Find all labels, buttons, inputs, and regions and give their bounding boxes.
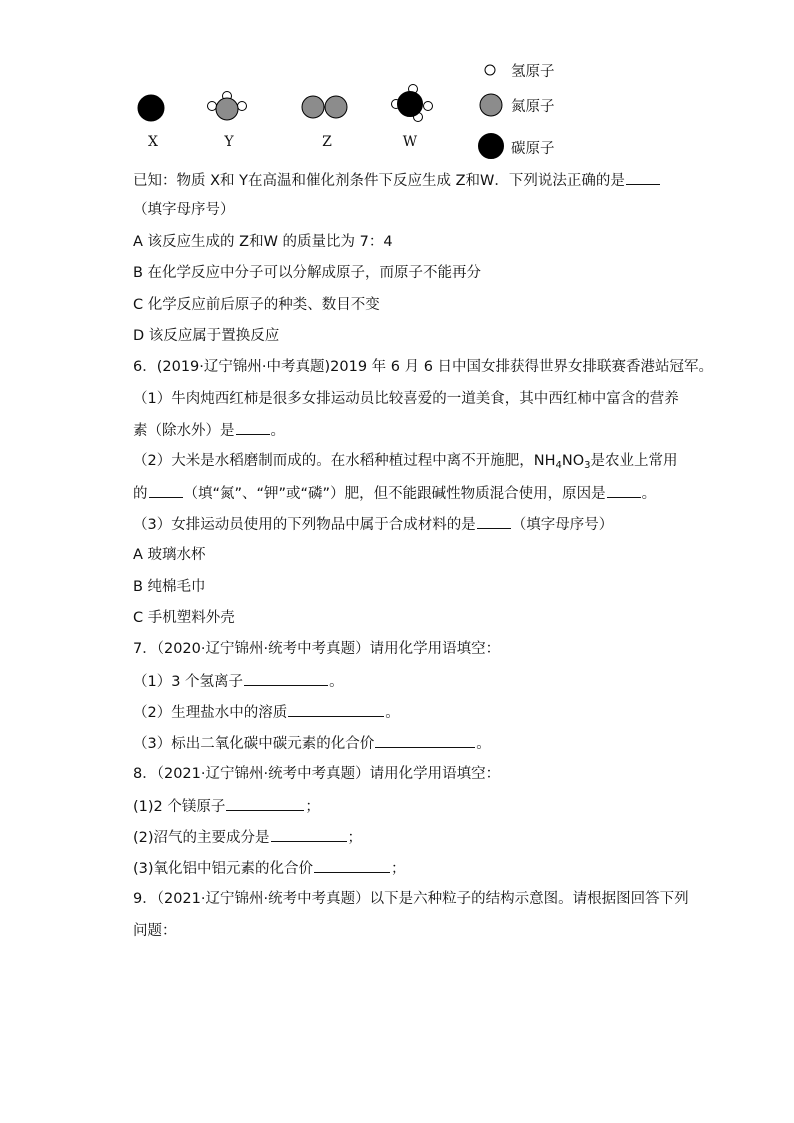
q6-part2-lead: 的 (133, 486, 148, 502)
q8-title: 8．（2021·辽宁锦州·统考中考真题）请用化学用语填空： (133, 766, 501, 782)
q7-item1-text: （1）3 个氢离子 (133, 674, 244, 690)
q9-title-continued: 问题： (133, 923, 177, 939)
q7-title: 7．（2020·辽宁锦州·统考中考真题）请用化学用语填空： (133, 641, 501, 657)
legend-nitrogen-label: 氮原子 (511, 99, 555, 115)
legend-hydrogen-label: 氢原子 (511, 64, 555, 80)
q6-part1-blank[interactable] (236, 420, 270, 435)
q6-part2-text: （2）大米是水稻磨制而成的。在水稻种植过程中离不开施肥，NH (133, 453, 556, 469)
q6-part2-sub1: 4 (555, 460, 562, 471)
q7-item2-end: 。 (385, 705, 400, 721)
q8-item2-blank[interactable] (271, 827, 347, 842)
q6-title: 6．(2019·辽宁锦州·中考真题)2019 年 6 月 6 日中国女排获得世界女排联赛香港站冠军。 (133, 359, 714, 375)
q6-part3 (133, 514, 613, 535)
q6-part3-end: （填字母序号） (511, 517, 614, 533)
q6-part1-end: 。 (270, 423, 285, 439)
q6-part1-line1: （1）牛肉炖西红柿是很多女排运动员比较喜爱的一道美食，其中西红柿中富含的营养 (133, 391, 679, 407)
q6-option-c: C 手机塑料外壳 (133, 610, 235, 626)
q6-part2-blank1[interactable] (149, 483, 183, 498)
q5-option-d: D 该反应属于置换反应 (133, 328, 280, 344)
q7-item1-blank[interactable] (244, 671, 328, 686)
q7-item1 (133, 671, 344, 692)
q8-item3-blank[interactable] (314, 858, 390, 873)
q6-option-b: B 纯棉毛巾 (133, 579, 206, 595)
q6-part2-blank2[interactable] (607, 483, 641, 498)
q8-item1-text: (1)2 个镁原子 (133, 799, 226, 815)
q5-option-a: A 该反应生成的 Z和W 的质量比为 7：4 (133, 234, 393, 250)
q8-item2-end: ； (347, 830, 363, 846)
molecule-label-z: Z (322, 134, 332, 150)
q6-part3-blank[interactable] (477, 514, 511, 529)
q8-item3-text: (3)氧化铝中铝元素的化合价 (133, 861, 314, 877)
q6-part2-end: 。 (641, 486, 657, 502)
q5-stem (133, 170, 661, 191)
q5-answer-blank[interactable] (626, 170, 660, 185)
q6-part1-text: 素（除水外）是 (133, 423, 235, 439)
q7-item3-blank[interactable] (375, 733, 475, 748)
q6-part2-tail: 是农业上常用 (590, 453, 678, 469)
q6-part2-formula: NO (561, 453, 585, 469)
q5-option-b: B 在化学反应中分子可以分解成原子，而原子不能再分 (133, 265, 482, 281)
legend-carbon-symbol (479, 134, 504, 159)
molecule-label-w: W (402, 134, 418, 150)
q8-item3-end: ； (391, 861, 406, 877)
legend-nitrogen-symbol (480, 94, 502, 116)
q8-item3 (133, 858, 406, 879)
q7-item3-end: 。 (476, 736, 491, 752)
molecule-label-x: X (148, 134, 158, 150)
q7-item2 (133, 702, 400, 723)
q5-stem-text: 已知：物质 X和 Y在高温和催化剂条件下反应生成 Z和W．下列说法正确的是 (133, 173, 625, 189)
q6-option-a: A 玻璃水杯 (133, 547, 206, 563)
q5-stem-hint: （填字母序号） (133, 202, 235, 218)
q6-part2-line2 (133, 483, 656, 504)
legend-hydrogen-symbol (485, 65, 495, 75)
molecule-label-y: Y (224, 134, 234, 150)
q9-title: 9．（2021·辽宁锦州·统考中考真题）以下是六种粒子的结构示意图。请根据图回答下列 (133, 891, 689, 907)
molecule-w (392, 85, 433, 122)
q8-item2 (133, 827, 362, 848)
q6-part2-sub2: 3 (584, 460, 591, 471)
q8-item1-blank[interactable] (226, 796, 304, 811)
q7-item2-text: （2）生理盐水中的溶质 (133, 705, 288, 721)
q8-item1-end: ； (305, 799, 320, 815)
q6-part2-body: （填“氮”、“钾”或“磷”）肥，但不能跟碱性物质混合使用，原因是 (183, 486, 606, 502)
q7-item3-text: （3）标出二氧化碳中碳元素的化合价 (133, 736, 375, 752)
molecule-y (208, 92, 247, 121)
q6-part3-text: （3）女排运动员使用的下列物品中属于合成材料的是 (133, 517, 476, 533)
q8-item2-text: (2)沼气的主要成分是 (133, 830, 270, 846)
legend-carbon-label: 碳原子 (511, 141, 555, 157)
q7-item1-end: 。 (329, 674, 344, 690)
q8-item1 (133, 796, 320, 817)
molecule-z (302, 96, 347, 118)
q7-item2-blank[interactable] (288, 702, 384, 717)
q6-part1-line2 (133, 420, 285, 441)
q7-item3 (133, 733, 491, 754)
molecule-x-atom (138, 95, 164, 121)
q5-option-c: C 化学反应前后原子的种类、数目不变 (133, 297, 380, 313)
q6-part2-line1 (133, 451, 678, 476)
